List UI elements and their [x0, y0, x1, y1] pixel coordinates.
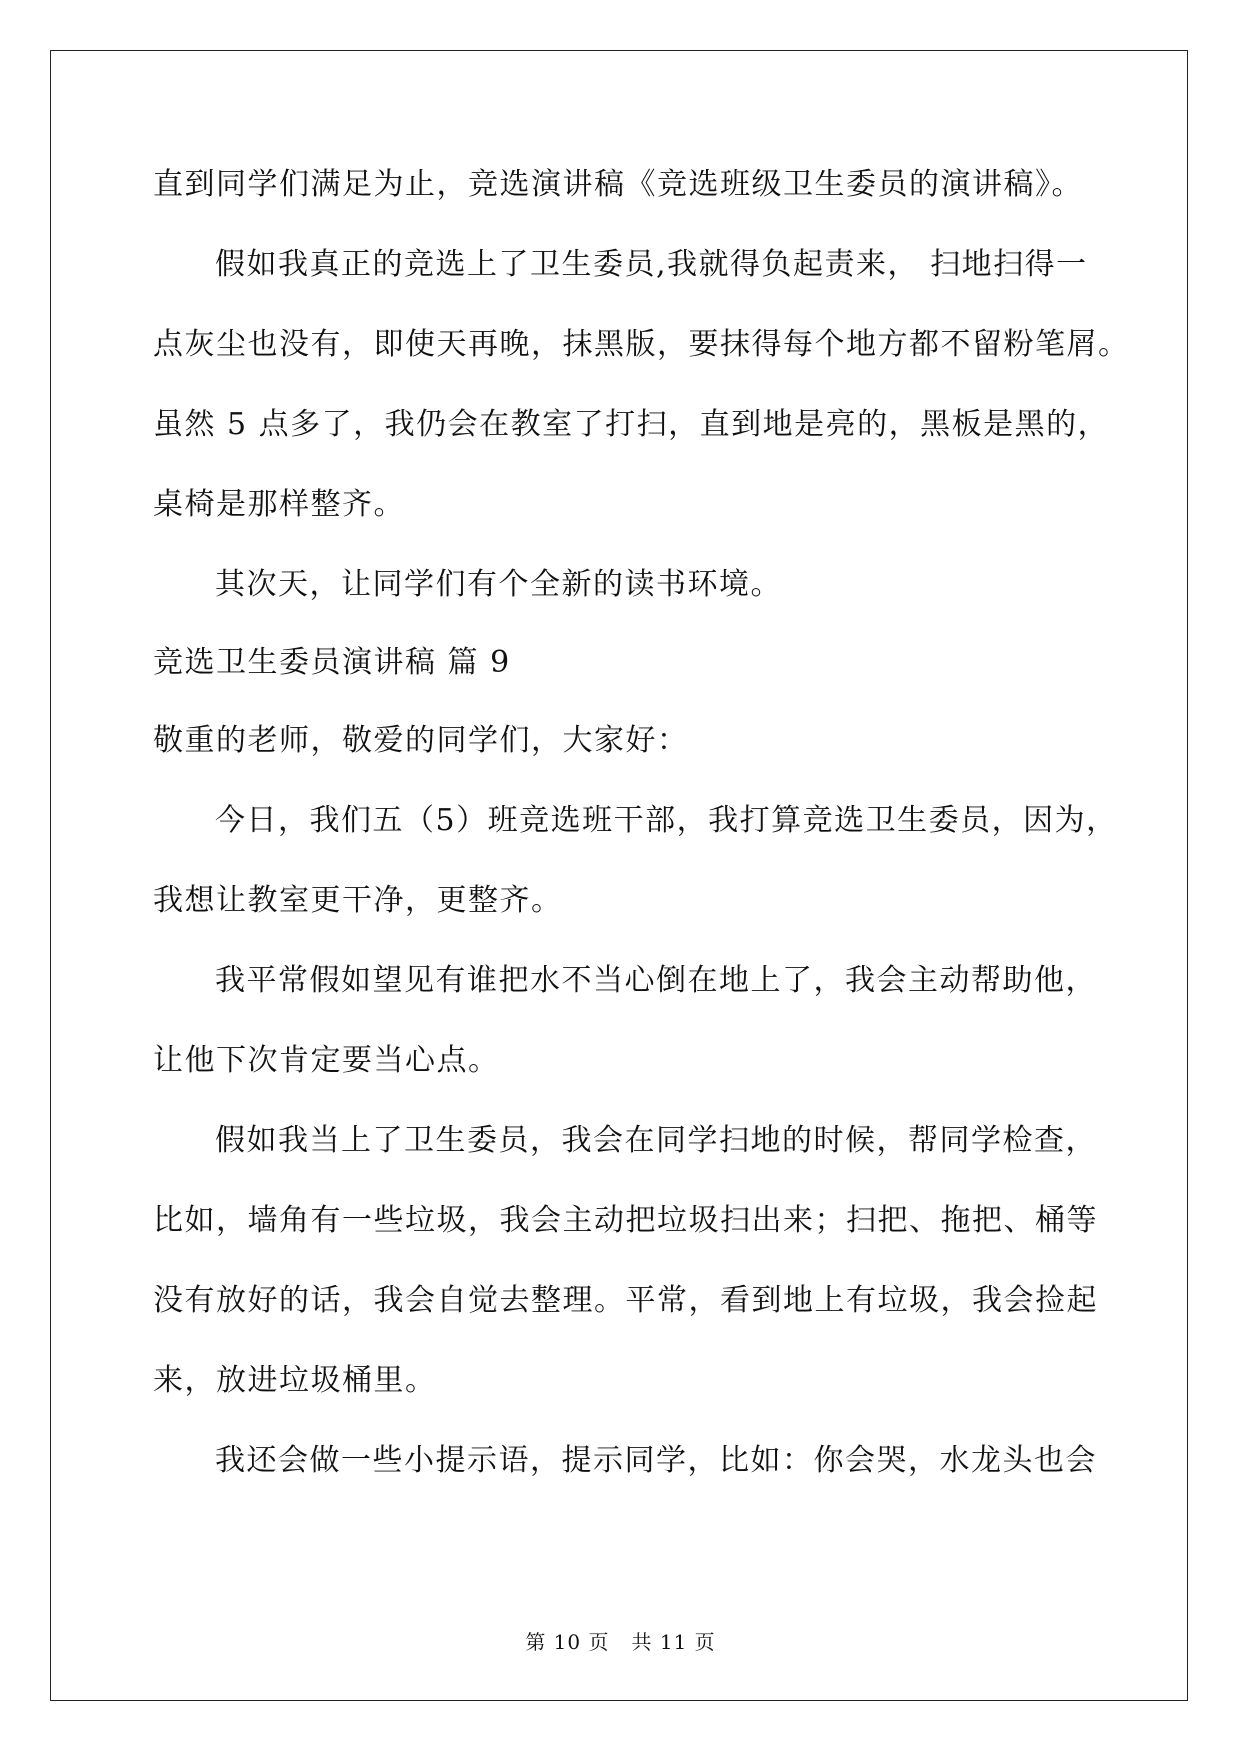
- paragraph-line: 没有放好的话，我会自觉去整理。平常，看到地上有垃圾，我会捡起: [153, 1283, 1098, 1318]
- current-page-number: 第 10 页: [525, 1630, 610, 1654]
- paragraph-line: 点灰尘也没有，即使天再晚，抹黑版，要抹得每个地方都不留粉笔屑。: [153, 327, 1130, 362]
- paragraph-line: 让他下次肯定要当心点。: [153, 1043, 500, 1078]
- section-heading: 竞选卫生委员演讲稿 篇 9: [153, 645, 511, 680]
- paragraph-line: 假如我当上了卫生委员，我会在同学扫地的时候，帮同学检查，: [215, 1123, 1097, 1158]
- paragraph-line: 我想让教室更干净，更整齐。: [153, 883, 563, 918]
- paragraph-line: 我平常假如望见有谁把水不当心倒在地上了，我会主动帮助他，: [215, 963, 1097, 998]
- paragraph-line: 今日，我们五（5）班竞选班干部，我打算竞选卫生委员，因为，: [215, 803, 1118, 838]
- salutation-line: 敬重的老师，敬爱的同学们，大家好：: [153, 723, 689, 758]
- paragraph-line: 其次天，让同学们有个全新的读书环境。: [215, 567, 782, 602]
- paragraph-line: 桌椅是那样整齐。: [153, 487, 405, 522]
- paragraph-line: 假如我真正的竞选上了卫生委员,我就得负起责来， 扫地扫得一: [215, 247, 1088, 282]
- total-page-count: 共 11 页: [631, 1630, 716, 1654]
- page-footer: [0, 1626, 1241, 1655]
- paragraph-line: 我还会做一些小提示语，提示同学，比如：你会哭，水龙头也会: [215, 1443, 1097, 1478]
- paragraph-line: 直到同学们满足为止，竞选演讲稿《竞选班级卫生委员的演讲稿》。: [153, 167, 1083, 202]
- paragraph-line: 比如，墙角有一些垃圾，我会主动把垃圾扫出来；扫把、拖把、桶等: [153, 1203, 1098, 1238]
- paragraph-line: 来，放进垃圾桶里。: [153, 1363, 437, 1398]
- paragraph-line: 虽然 5 点多了，我仍会在教室了打扫，直到地是亮的，黑板是黑的，: [153, 407, 1110, 442]
